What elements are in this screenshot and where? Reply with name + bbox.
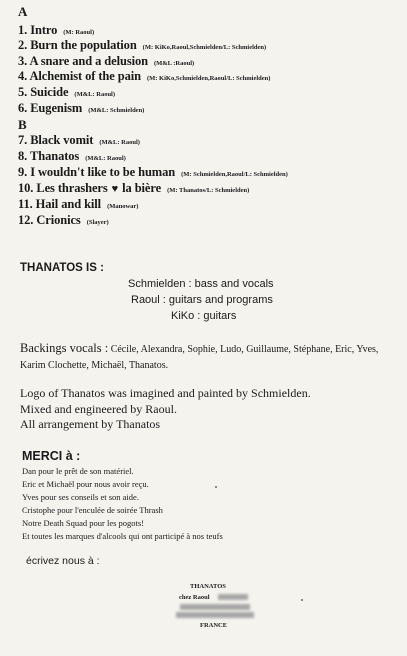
track-11: 11. Hail and kill (Manowar)	[18, 197, 139, 211]
track-1: 1. Intro (M: Raoul)	[18, 23, 95, 37]
backing-vocals	[20, 340, 380, 374]
address-line2: chez Raoul	[179, 594, 210, 601]
address-name: THANATOS	[190, 583, 226, 590]
track-8: 8. Thanatos (M&L: Raoul)	[18, 149, 126, 163]
redacted-address-block	[218, 594, 248, 600]
contact-prompt: écrivez nous à :	[26, 555, 100, 567]
member-raoul: Raoul : guitars and programs	[131, 294, 273, 306]
merci-line: Dan pour le prêt de son matériel.	[22, 466, 134, 476]
merci-line: Yves pour ses conseils et son aide.	[22, 492, 139, 502]
side-a-label: A	[18, 4, 28, 19]
address-country: FRANCE	[200, 622, 228, 629]
lineup-heading: THANATOS IS :	[20, 262, 104, 274]
track-7: 7. Black vomit (M&L: Raoul)	[18, 133, 140, 147]
track-3: 3. A snare and a delusion (M&L :Raoul)	[18, 54, 195, 68]
side-b-label: B	[18, 117, 27, 132]
member-schmielden: Schmielden : bass and vocals	[128, 278, 274, 290]
redacted-address-block	[180, 604, 250, 610]
paper-speck	[215, 486, 217, 488]
credit-arrangement: All arrangement by Thanatos	[20, 417, 161, 431]
merci-line: Eric et Michaël pour nous avoir reçu.	[22, 479, 149, 489]
track-4: 4. Alchemist of the pain (M: KiKo,Schmielden,Raoul/L: Schmielden)	[18, 69, 271, 83]
track-5: 5. Suicide (M&L: Raoul)	[18, 85, 116, 99]
track-10: 10. Les thrashers ♥ la bière (M: Thanatos/L: Schmielden)	[18, 181, 250, 195]
redacted-address-block	[176, 612, 254, 618]
merci-line: Et toutes les marques d'alcools qui ont participé à nos teufs	[22, 531, 223, 541]
merci-line: Notre Death Squad pour les pogots!	[22, 518, 145, 528]
track-2: 2. Burn the population (M: KiKo,Raoul,Schmielden/L: Schmielden)	[18, 38, 267, 52]
merci-line: Cristophe pour l'enculée de soirée Thrash	[22, 505, 163, 515]
credit-logo: Logo of Thanatos was imagined and painted by Schmielden.	[20, 386, 311, 400]
credit-mix: Mixed and engineered by Raoul.	[20, 402, 177, 416]
paper-speck	[301, 599, 303, 601]
track-12: 12. Crionics (Slayer)	[18, 213, 109, 227]
member-kiko: KiKo : guitars	[171, 310, 237, 322]
merci-heading: MERCI à :	[22, 449, 81, 463]
backing-vocals-names: Cécile, Alexandra, Sophie, Ludo, Guillaume, Stéphane, Eric, Yves, Karim Clochette, Michaël, Thanatos.	[20, 344, 379, 371]
heart-icon: ♥	[111, 183, 119, 195]
track-6: 6. Eugenism (M&L: Schmielden)	[18, 101, 145, 115]
backing-vocals-label: Backings vocals :	[20, 341, 109, 355]
track-9: 9. I wouldn't like to be human (M: Schmielden,Raoul/L: Schmielden)	[18, 165, 288, 179]
